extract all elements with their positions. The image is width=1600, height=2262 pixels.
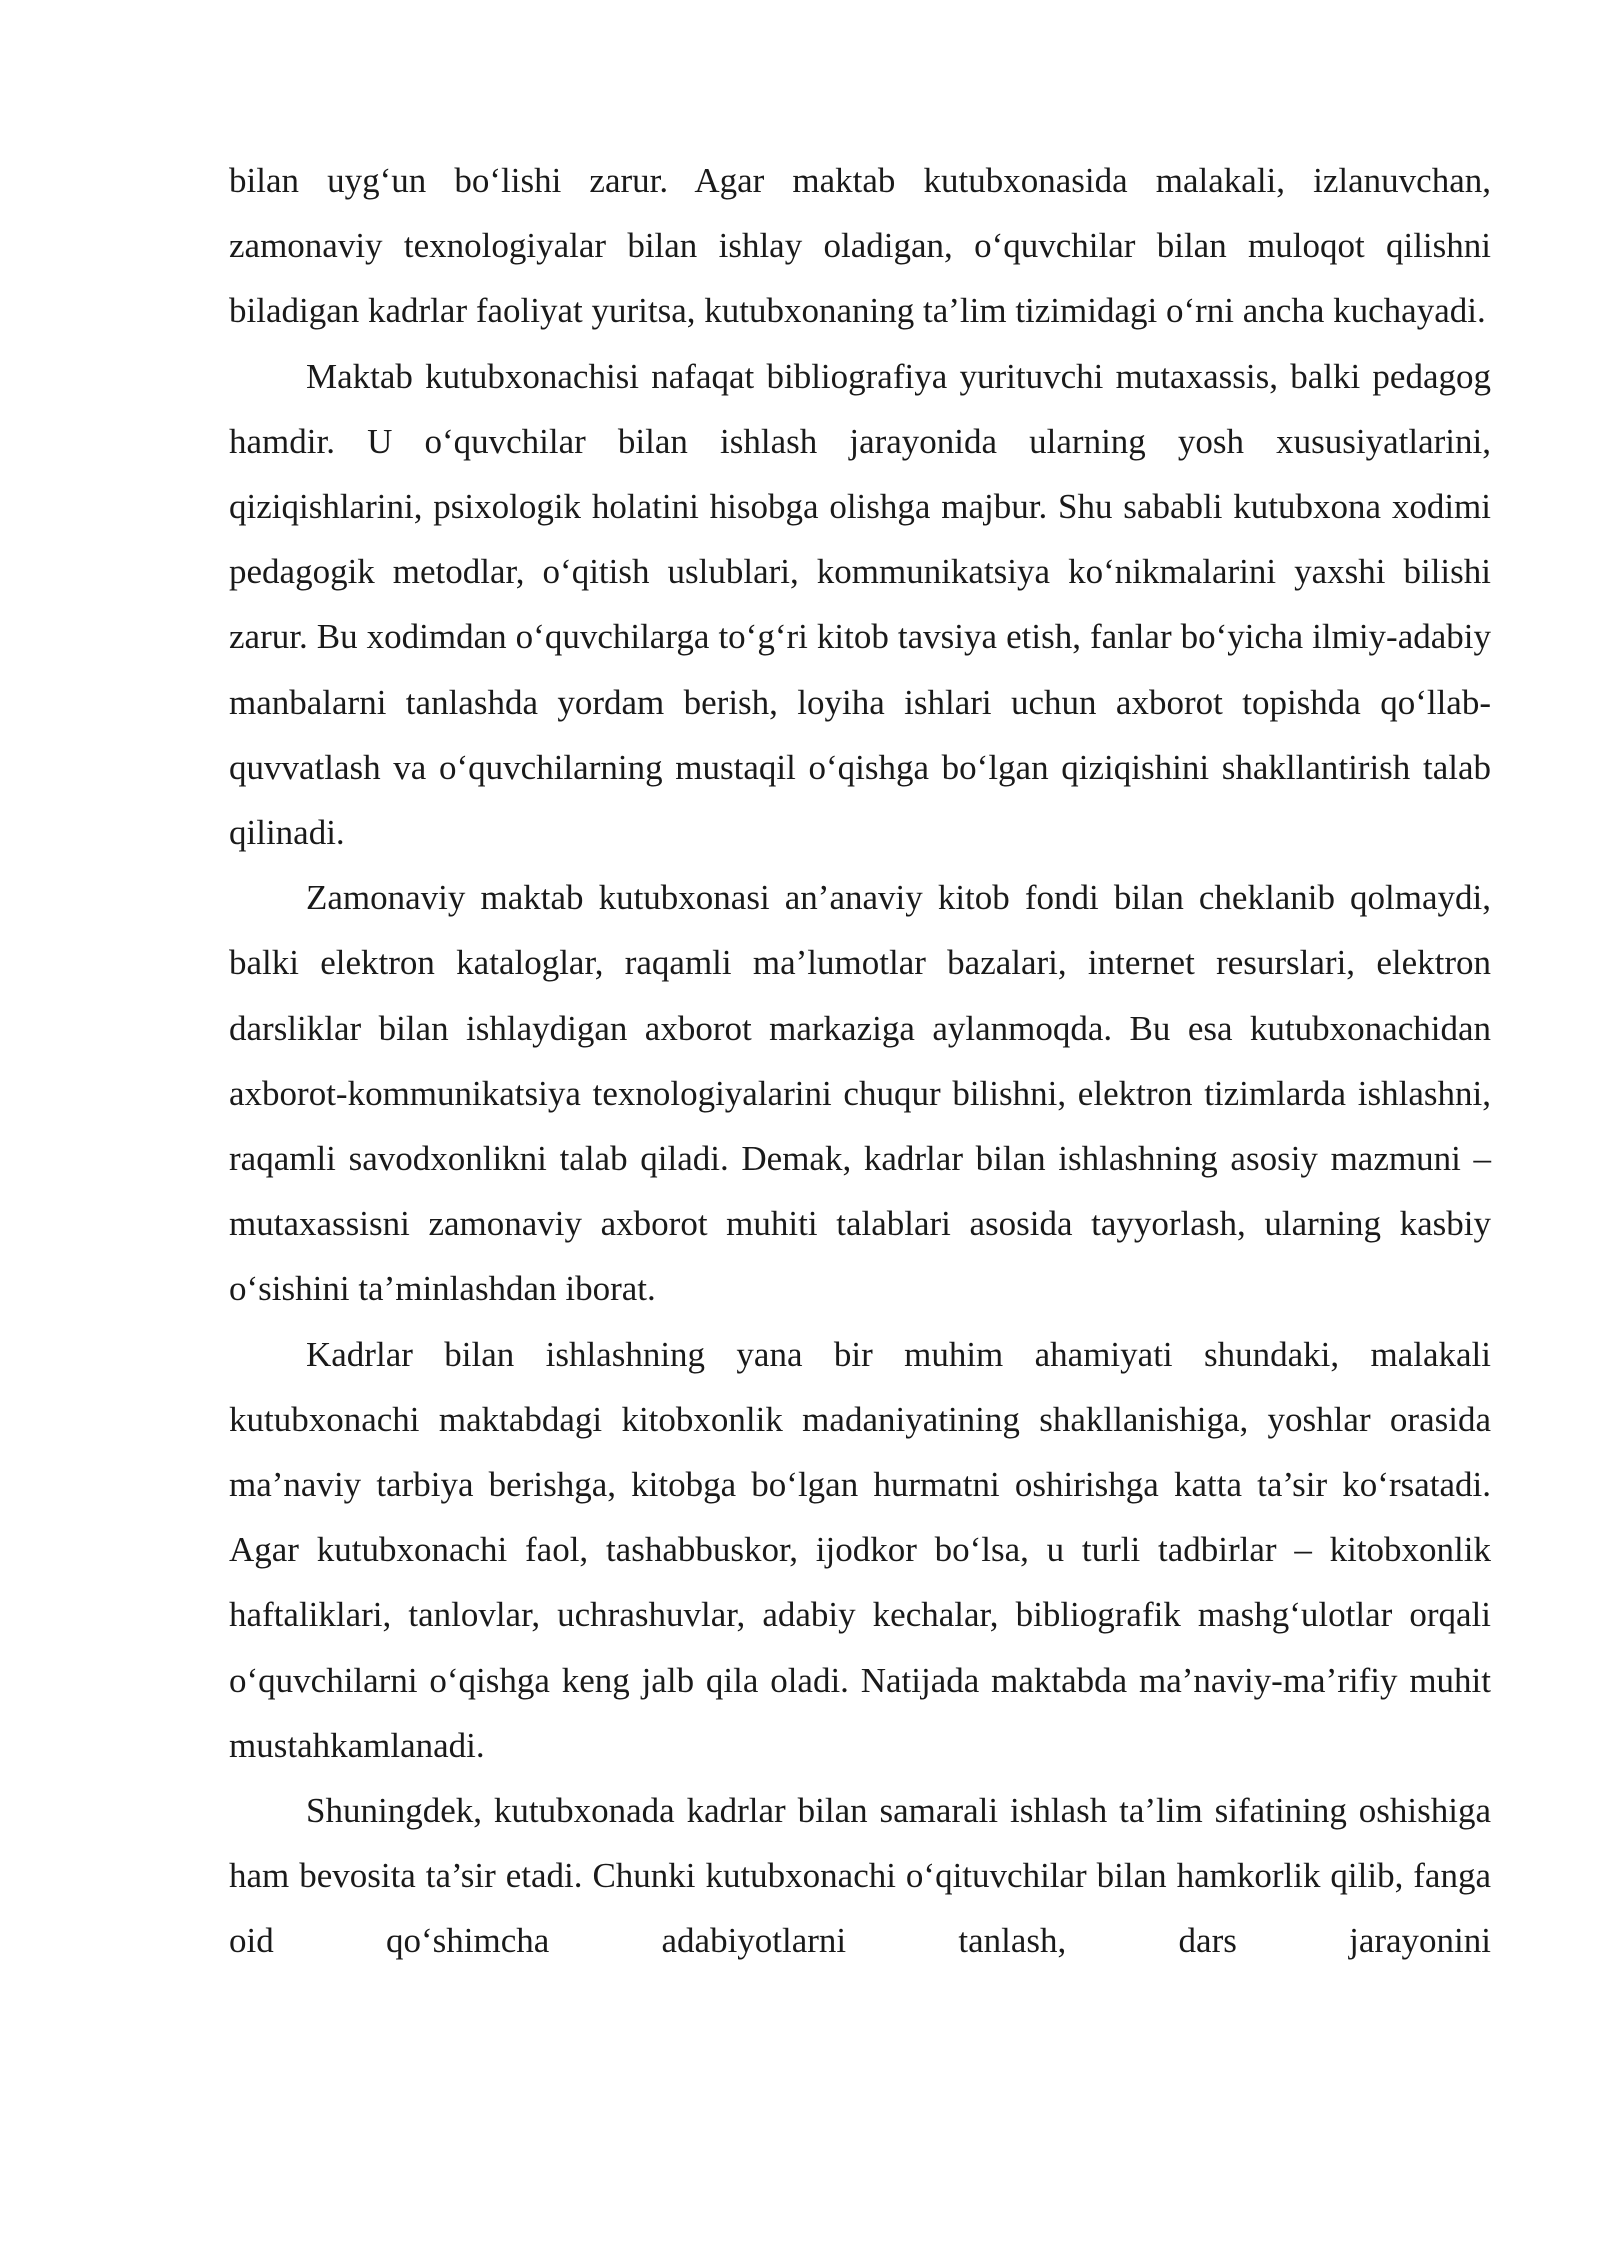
paragraph: Kadrlar bilan ishlashning yana bir muhim ahamiyati shundaki, malakali kutubxonachi maktabdagi kitobxonlik madaniyatining shakllanishiga, yoshlar orasida ma’naviy tarbiya berishga, kitobga boʻlgan hurmatni oshirishga katta ta’sir koʻrsatadi. Agar kutubxonachi faol, tashabbuskor, ijodkor boʻlsa, u turli tadbirlar – kitobxonlik haftaliklari, tanlovlar, uchrashuvlar, adabiy kechalar, bibliografik mashgʻulotlar orqali oʻquvchilarni oʻqishga keng jalb qila oladi. Natijada maktabda ma’naviy-ma’rifiy muhit mustahkamlanadi. xyxy=(229,1334,1491,1765)
paragraph-continued: Shuningdek, kutubxonada kadrlar bilan samarali ishlash ta’lim sifatining oshishiga ham bevosita ta’sir etadi. Chunki kutubxonachi oʻqituvchilar bilan hamkorlik qilib, fanga oid qoʻshimcha adabiyotlarni tanlash, dars jarayonini xyxy=(229,1791,1491,1961)
document-page xyxy=(229,148,1491,1974)
paragraph: Zamonaviy maktab kutubxonasi an’anaviy kitob fondi bilan cheklanib qolmaydi, balki elektron kataloglar, raqamli ma’lumotlar bazalari, internet resurslari, elektron darsliklar bilan ishlaydigan axborot markaziga aylanmoqda. Bu esa kutubxonachidan axborot-kommunikatsiya texnologiyalarini chuqur bilishni, elektron tizimlarda ishlashni, raqamli savodxonlikni talab qiladi. Demak, kadrlar bilan ishlashning asosiy mazmuni – mutaxassisni zamonaviy axborot muhiti talablari asosida tayyorlash, ularning kasbiy oʻsishini ta’minlashdan iborat. xyxy=(229,878,1491,1309)
paragraph-continuation: bilan uygʻun boʻlishi zarur. Agar maktab kutubxonasida malakali, izlanuvchan, zamonaviy texnologiyalar bilan ishlay oladigan, oʻquvchilar bilan muloqot qilishni biladigan kadrlar faoliyat yuritsa, kutubxonaning ta’lim tizimidagi oʻrni ancha kuchayadi. xyxy=(229,161,1491,331)
paragraph: Maktab kutubxonachisi nafaqat bibliografiya yurituvchi mutaxassis, balki pedagog hamdir. U oʻquvchilar bilan ishlash jarayonida ularning yosh xususiyatlarini, qiziqishlarini, psixologik holatini hisobga olishga majbur. Shu sababli kutubxona xodimi pedagogik metodlar, oʻqitish uslublari, kommunikatsiya koʻnikmalarini yaxshi bilishi zarur. Bu xodimdan oʻquvchilarga toʻgʻri kitob tavsiya etish, fanlar boʻyicha ilmiy-adabiy manbalarni tanlashda yordam berish, loyiha ishlari uchun axborot topishda qoʻllab-quvvatlash va oʻquvchilarning mustaqil oʻqishga boʻlgan qiziqishini shakllantirish talab qilinadi. xyxy=(229,356,1491,853)
